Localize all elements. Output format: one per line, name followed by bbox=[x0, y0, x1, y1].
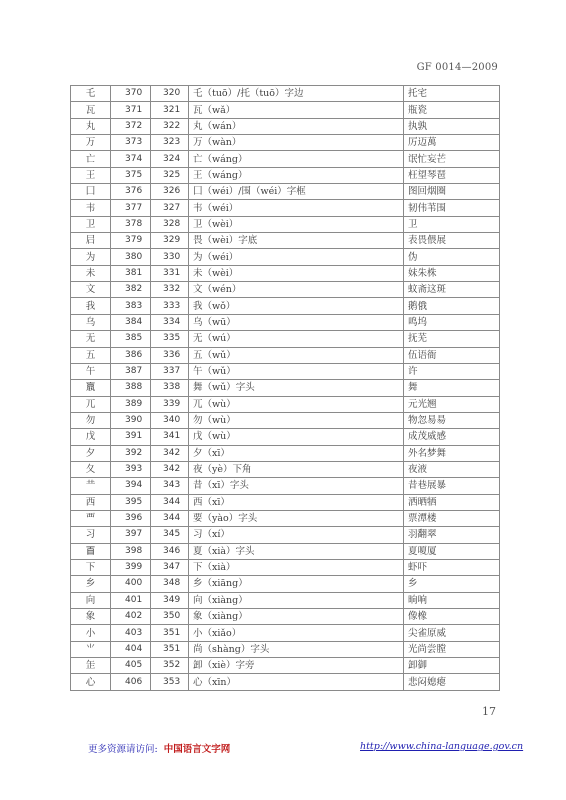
sequence-number: 377 bbox=[111, 200, 151, 216]
group-number: 345 bbox=[151, 527, 189, 543]
component-glyph: 为 bbox=[71, 249, 111, 265]
group-number: 339 bbox=[151, 396, 189, 412]
group-number: 341 bbox=[151, 429, 189, 445]
component-name: 畏（wèi）字底 bbox=[189, 233, 404, 249]
component-name: 象（xiàng） bbox=[189, 609, 404, 625]
sequence-number: 399 bbox=[111, 559, 151, 575]
component-glyph: 西 bbox=[71, 494, 111, 510]
table-row bbox=[71, 102, 500, 118]
example-characters: 韧伟苇围 bbox=[404, 200, 500, 216]
table-row bbox=[71, 396, 500, 412]
example-characters: 悲闷媳瘪 bbox=[404, 674, 500, 690]
table-row bbox=[71, 543, 500, 559]
group-number: 351 bbox=[151, 641, 189, 657]
example-characters: 外名梦舞 bbox=[404, 445, 500, 461]
example-characters: 虾吓 bbox=[404, 559, 500, 575]
sequence-number: 371 bbox=[111, 102, 151, 118]
example-characters: 执孰 bbox=[404, 118, 500, 134]
example-characters: 托宅 bbox=[404, 86, 500, 102]
component-glyph: 文 bbox=[71, 282, 111, 298]
sequence-number: 389 bbox=[111, 396, 151, 412]
component-name: 囗（wéi）/围（wéi）字框 bbox=[189, 184, 404, 200]
component-name: 兀（wù） bbox=[189, 396, 404, 412]
component-name: 习（xí） bbox=[189, 527, 404, 543]
footer-url-link[interactable]: http://www.china-language.gov.cn bbox=[360, 741, 524, 752]
table-row bbox=[71, 167, 500, 183]
footer-visit bbox=[88, 741, 230, 755]
component-glyph: 囗 bbox=[71, 184, 111, 200]
group-number: 321 bbox=[151, 102, 189, 118]
sequence-number: 372 bbox=[111, 118, 151, 134]
component-name: 丸（wán） bbox=[189, 118, 404, 134]
table-row bbox=[71, 347, 500, 363]
example-characters: 昔巷展暴 bbox=[404, 478, 500, 494]
sequence-number: 379 bbox=[111, 233, 151, 249]
component-glyph: 𣎆 bbox=[71, 380, 111, 396]
example-characters: 晌响 bbox=[404, 592, 500, 608]
component-name: 亡（wáng） bbox=[189, 151, 404, 167]
sequence-number: 405 bbox=[111, 658, 151, 674]
table-row bbox=[71, 233, 500, 249]
component-glyph: 王 bbox=[71, 167, 111, 183]
group-number: 327 bbox=[151, 200, 189, 216]
sequence-number: 395 bbox=[111, 494, 151, 510]
example-characters: 舞 bbox=[404, 380, 500, 396]
component-glyph: 象 bbox=[71, 609, 111, 625]
component-name: 夜（yè）下角 bbox=[189, 461, 404, 477]
table-row bbox=[71, 314, 500, 330]
component-glyph: 无 bbox=[71, 331, 111, 347]
component-glyph: 向 bbox=[71, 592, 111, 608]
group-number: 347 bbox=[151, 559, 189, 575]
group-number: 332 bbox=[151, 282, 189, 298]
footer-visit-text: 更多资源请访问: bbox=[88, 744, 158, 755]
group-number: 344 bbox=[151, 510, 189, 526]
example-characters: 票潭楼 bbox=[404, 510, 500, 526]
group-number: 329 bbox=[151, 233, 189, 249]
sequence-number: 400 bbox=[111, 576, 151, 592]
component-name: 乌（wū） bbox=[189, 314, 404, 330]
table-row bbox=[71, 363, 500, 379]
component-name: 尚（shàng）字头 bbox=[189, 641, 404, 657]
group-number: 334 bbox=[151, 314, 189, 330]
example-characters: 蚊斋这斑 bbox=[404, 282, 500, 298]
table-row bbox=[71, 461, 500, 477]
group-number: 335 bbox=[151, 331, 189, 347]
sequence-number: 373 bbox=[111, 135, 151, 151]
group-number: 343 bbox=[151, 478, 189, 494]
sequence-number: 384 bbox=[111, 314, 151, 330]
example-characters: 伍语衙 bbox=[404, 347, 500, 363]
table-row bbox=[71, 86, 500, 102]
group-number: 333 bbox=[151, 298, 189, 314]
example-characters: 鹅俄 bbox=[404, 298, 500, 314]
component-glyph: 兀 bbox=[71, 396, 111, 412]
group-number: 325 bbox=[151, 167, 189, 183]
component-glyph: 𦣻 bbox=[71, 543, 111, 559]
component-glyph: 乇 bbox=[71, 86, 111, 102]
component-glyph: 小 bbox=[71, 625, 111, 641]
component-glyph: 习 bbox=[71, 527, 111, 543]
sequence-number: 376 bbox=[111, 184, 151, 200]
component-name: 夏（xià）字头 bbox=[189, 543, 404, 559]
sequence-number: 380 bbox=[111, 249, 151, 265]
sequence-number: 398 bbox=[111, 543, 151, 559]
sequence-number: 388 bbox=[111, 380, 151, 396]
component-name: 夕（xī） bbox=[189, 445, 404, 461]
sequence-number: 396 bbox=[111, 510, 151, 526]
component-name: 王（wáng） bbox=[189, 167, 404, 183]
example-characters: 厉迈萬 bbox=[404, 135, 500, 151]
component-glyph: 夕 bbox=[71, 445, 111, 461]
group-number: 322 bbox=[151, 118, 189, 134]
sequence-number: 394 bbox=[111, 478, 151, 494]
table-row bbox=[71, 298, 500, 314]
group-number: 344 bbox=[151, 494, 189, 510]
component-name: 戊（wù） bbox=[189, 429, 404, 445]
sequence-number: 387 bbox=[111, 363, 151, 379]
table-row bbox=[71, 674, 500, 690]
group-number: 323 bbox=[151, 135, 189, 151]
component-name: 下（xià） bbox=[189, 559, 404, 575]
sequence-number: 375 bbox=[111, 167, 151, 183]
component-glyph: 午 bbox=[71, 363, 111, 379]
table-row bbox=[71, 135, 500, 151]
component-glyph: 五 bbox=[71, 347, 111, 363]
component-name: 五（wǔ） bbox=[189, 347, 404, 363]
example-characters: 伪 bbox=[404, 249, 500, 265]
sequence-number: 390 bbox=[111, 412, 151, 428]
group-number: 352 bbox=[151, 658, 189, 674]
component-name: 无（wú） bbox=[189, 331, 404, 347]
footer-brand: 中国语言文字网 bbox=[163, 744, 231, 755]
component-glyph: 乡 bbox=[71, 576, 111, 592]
table-row bbox=[71, 429, 500, 445]
component-glyph: 夂 bbox=[71, 461, 111, 477]
component-name: 卸（xiè）字旁 bbox=[189, 658, 404, 674]
sequence-number: 385 bbox=[111, 331, 151, 347]
sequence-number: 391 bbox=[111, 429, 151, 445]
table-row bbox=[71, 282, 500, 298]
group-number: 328 bbox=[151, 216, 189, 232]
table-row bbox=[71, 494, 500, 510]
example-characters: 光尚尝膛 bbox=[404, 641, 500, 657]
component-name: 文（wén） bbox=[189, 282, 404, 298]
table-row bbox=[71, 265, 500, 281]
example-characters: 瓶瓷 bbox=[404, 102, 500, 118]
sequence-number: 374 bbox=[111, 151, 151, 167]
table-row bbox=[71, 527, 500, 543]
sequence-number: 401 bbox=[111, 592, 151, 608]
group-number: 337 bbox=[151, 363, 189, 379]
example-characters: 表畏偎展 bbox=[404, 233, 500, 249]
table-row bbox=[71, 592, 500, 608]
component-name: 心（xīn） bbox=[189, 674, 404, 690]
component-name: 卫（wèi） bbox=[189, 216, 404, 232]
example-characters: 成茂威感 bbox=[404, 429, 500, 445]
example-characters: 夏嗄厦 bbox=[404, 543, 500, 559]
component-name: 午（wǔ） bbox=[189, 363, 404, 379]
group-number: 330 bbox=[151, 249, 189, 265]
sequence-number: 383 bbox=[111, 298, 151, 314]
table-row bbox=[71, 609, 500, 625]
example-characters: 洒晒牺 bbox=[404, 494, 500, 510]
table-row bbox=[71, 216, 500, 232]
group-number: 346 bbox=[151, 543, 189, 559]
table-row bbox=[71, 510, 500, 526]
component-glyph: 𡰪 bbox=[71, 233, 111, 249]
sequence-number: 403 bbox=[111, 625, 151, 641]
component-name: 向（xiàng） bbox=[189, 592, 404, 608]
component-name: 瓦（wǎ） bbox=[189, 102, 404, 118]
component-name: 未（wèi） bbox=[189, 265, 404, 281]
component-name: 小（xiǎo） bbox=[189, 625, 404, 641]
component-name: 勿（wù） bbox=[189, 412, 404, 428]
sequence-number: 381 bbox=[111, 265, 151, 281]
example-characters: 图回烟圈 bbox=[404, 184, 500, 200]
table-row bbox=[71, 658, 500, 674]
example-characters: 像橡 bbox=[404, 609, 500, 625]
component-glyph: 韦 bbox=[71, 200, 111, 216]
component-glyph: 心 bbox=[71, 674, 111, 690]
sequence-number: 397 bbox=[111, 527, 151, 543]
sequence-number: 386 bbox=[111, 347, 151, 363]
component-glyph: 戊 bbox=[71, 429, 111, 445]
component-glyph: 瓦 bbox=[71, 102, 111, 118]
component-name: 韦（wéi） bbox=[189, 200, 404, 216]
component-name: 昔（xī）字头 bbox=[189, 478, 404, 494]
group-number: 340 bbox=[151, 412, 189, 428]
table-row bbox=[71, 478, 500, 494]
group-number: 342 bbox=[151, 461, 189, 477]
example-characters: 卸御 bbox=[404, 658, 500, 674]
table-row bbox=[71, 559, 500, 575]
component-name: 万（wàn） bbox=[189, 135, 404, 151]
group-number: 331 bbox=[151, 265, 189, 281]
table-row bbox=[71, 151, 500, 167]
example-characters: 抚芜 bbox=[404, 331, 500, 347]
component-name: 我（wǒ） bbox=[189, 298, 404, 314]
table-row bbox=[71, 412, 500, 428]
table-row bbox=[71, 625, 500, 641]
example-characters: 乡 bbox=[404, 576, 500, 592]
component-glyph: 亡 bbox=[71, 151, 111, 167]
component-glyph: 我 bbox=[71, 298, 111, 314]
sequence-number: 404 bbox=[111, 641, 151, 657]
table-row bbox=[71, 200, 500, 216]
example-characters: 许 bbox=[404, 363, 500, 379]
component-glyph: 勿 bbox=[71, 412, 111, 428]
group-number: 338 bbox=[151, 380, 189, 396]
component-glyph: 未 bbox=[71, 265, 111, 281]
group-number: 350 bbox=[151, 609, 189, 625]
example-characters: 元光翘 bbox=[404, 396, 500, 412]
component-name: 舞（wǔ）字头 bbox=[189, 380, 404, 396]
component-name: 乇（tuō）/托（tuō）字边 bbox=[189, 86, 404, 102]
component-glyph: 万 bbox=[71, 135, 111, 151]
group-number: 353 bbox=[151, 674, 189, 690]
sequence-number: 402 bbox=[111, 609, 151, 625]
table-row bbox=[71, 641, 500, 657]
table-row bbox=[71, 249, 500, 265]
component-glyph: 下 bbox=[71, 559, 111, 575]
component-glyph: 卫 bbox=[71, 216, 111, 232]
table-row bbox=[71, 445, 500, 461]
group-number: 336 bbox=[151, 347, 189, 363]
example-characters: 尖雀原威 bbox=[404, 625, 500, 641]
table-row bbox=[71, 118, 500, 134]
page-number: 17 bbox=[482, 705, 496, 718]
standard-code: GF 0014—2009 bbox=[416, 62, 498, 73]
component-glyph: 覀 bbox=[71, 510, 111, 526]
component-glyph: 𦈢 bbox=[71, 658, 111, 674]
example-characters: 鸣坞 bbox=[404, 314, 500, 330]
group-number: 342 bbox=[151, 445, 189, 461]
component-name: 乡（xiāng） bbox=[189, 576, 404, 592]
example-characters: 氓忙妄芒 bbox=[404, 151, 500, 167]
sequence-number: 393 bbox=[111, 461, 151, 477]
component-glyph: ⺌ bbox=[71, 641, 111, 657]
example-characters: 羽翻翠 bbox=[404, 527, 500, 543]
table-row bbox=[71, 331, 500, 347]
component-glyph: 乌 bbox=[71, 314, 111, 330]
example-characters: 夜液 bbox=[404, 461, 500, 477]
table-row bbox=[71, 576, 500, 592]
component-glyph: 龷 bbox=[71, 478, 111, 494]
component-table bbox=[70, 85, 500, 691]
example-characters: 卫 bbox=[404, 216, 500, 232]
sequence-number: 378 bbox=[111, 216, 151, 232]
example-characters: 枉望琴琶 bbox=[404, 167, 500, 183]
group-number: 326 bbox=[151, 184, 189, 200]
sequence-number: 382 bbox=[111, 282, 151, 298]
component-name: 为（wéi） bbox=[189, 249, 404, 265]
sequence-number: 406 bbox=[111, 674, 151, 690]
group-number: 324 bbox=[151, 151, 189, 167]
table-row bbox=[71, 184, 500, 200]
component-glyph: 丸 bbox=[71, 118, 111, 134]
group-number: 351 bbox=[151, 625, 189, 641]
component-name: 西（xī） bbox=[189, 494, 404, 510]
example-characters: 物忽易昜 bbox=[404, 412, 500, 428]
example-characters: 妹朱株 bbox=[404, 265, 500, 281]
group-number: 348 bbox=[151, 576, 189, 592]
component-name: 要（yào）字头 bbox=[189, 510, 404, 526]
group-number: 349 bbox=[151, 592, 189, 608]
group-number: 320 bbox=[151, 86, 189, 102]
sequence-number: 392 bbox=[111, 445, 151, 461]
table-row bbox=[71, 380, 500, 396]
sequence-number: 370 bbox=[111, 86, 151, 102]
